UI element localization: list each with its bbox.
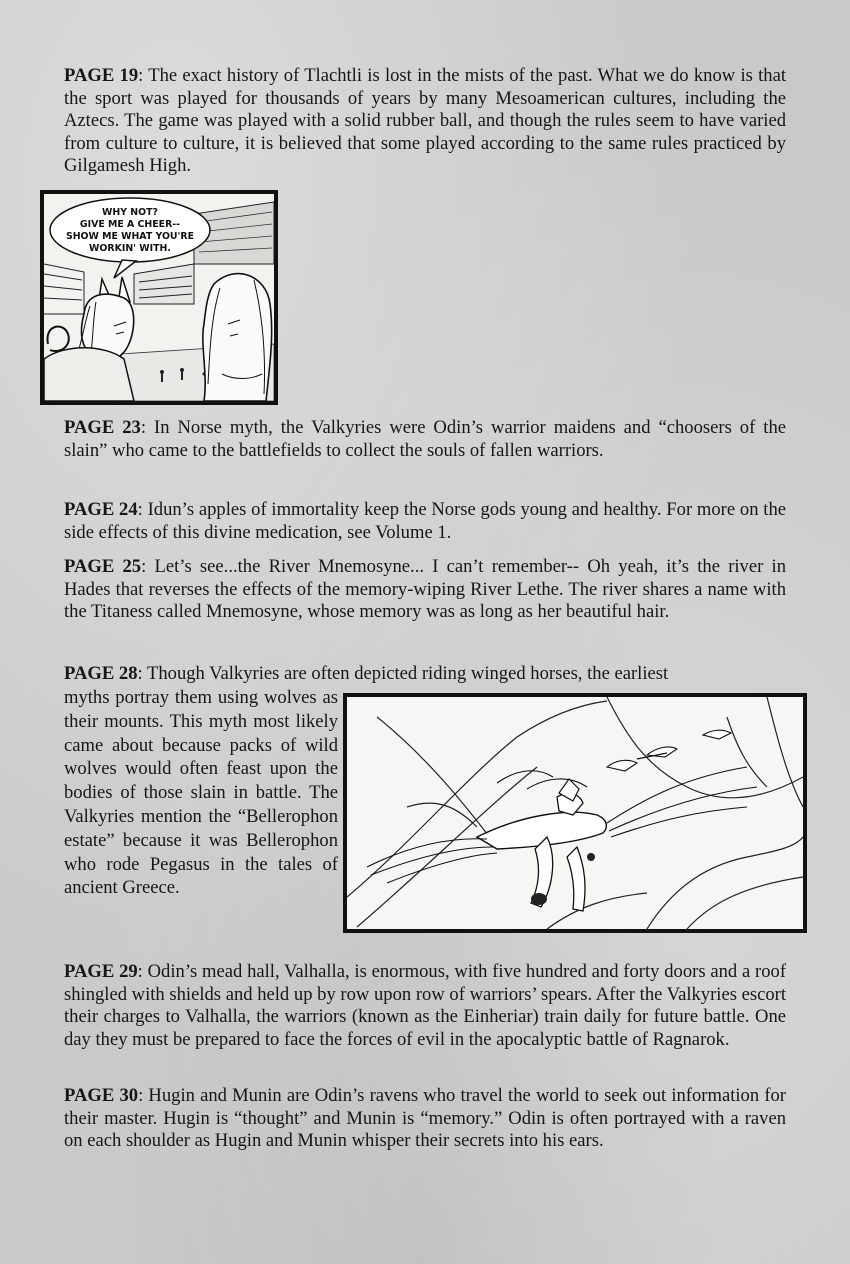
comic-panel-pegasus-art: [347, 697, 803, 929]
note-page-23: [64, 417, 786, 462]
note-text: : Odin’s mead hall, Valhalla, is enormous, with five hundred and forty doors and a roof shingled with shields and held up by row upon row of warriors’ spears. After the Valkyries escort their charges to Valhalla, the warriors (known as the Einheriar) train daily for future battle. One day they must be prepared to face the forces of evil in the apocalyptic battle of Ragnarok.: [64, 961, 787, 1050]
comic-panel-cheer: [40, 190, 278, 405]
note-page-30: [64, 1085, 786, 1153]
speech-line: GIVE ME A CHEER--: [79, 219, 181, 230]
speech-line: WORKIN' WITH.: [89, 243, 171, 254]
note-label: PAGE 28: [64, 663, 138, 684]
note-text: : In Norse myth, the Valkyries were Odin’s warrior maidens and “choosers of the slain” who came to the battlefields to collect the souls of fallen warriors.: [64, 417, 786, 461]
note-page-28-first-line: [64, 663, 786, 686]
note-text: : Hugin and Munin are Odin’s ravens who travel the world to seek out information for their master. Hugin is “thought” and Munin is “memory.” Odin is often portrayed with a raven on each shoulder as Hugin and Munin whisper their secrets into his ears.: [64, 1085, 787, 1152]
speech-line: SHOW ME WHAT YOU'RE: [65, 231, 195, 242]
note-page-28-wrapped-text: myths portray them using wolves as their mounts. This myth most likely came about because packs of wild wolves would often feast upon the bodies of those slain in battle. The Valkyries mention the “Bellerophon estate” because it was Bellerophon who rode Pegasus in the tales of ancient Greece.: [64, 687, 338, 899]
comic-panel-pegasus: [343, 693, 807, 933]
note-label: PAGE 29: [64, 961, 138, 982]
note-text: : Though Valkyries are often depicted riding winged horses, the earliest: [137, 663, 669, 684]
note-text: : Let’s see...the River Mnemosyne... I can’t remember-- Oh yeah, it’s the river in Hades that reverses the effects of the memory-wiping River Lethe. The river shares a name with the Titaness called Mnemosyne, whose memory was as long as her beautiful hair.: [64, 556, 787, 623]
note-label: PAGE 23: [64, 417, 141, 438]
note-page-24: [64, 499, 786, 544]
note-label: PAGE 25: [64, 556, 142, 577]
note-text: : The exact history of Tlachtli is lost in the mists of the past. What we do know is that the sport was played for thousands of years by many Mesoamerican cultures, including the Aztecs. The game was played with a solid rubber ball, and though the rules seem to have varied from culture to culture, it is believed that some played according to the same rules practiced by Gilgamesh High.: [64, 65, 786, 177]
note-label: PAGE 19: [64, 65, 139, 86]
note-label: PAGE 30: [64, 1085, 139, 1106]
speech-bubble: [54, 200, 206, 262]
note-page-29: [64, 961, 786, 1051]
note-label: PAGE 24: [64, 499, 138, 520]
note-page-19: [64, 65, 786, 178]
note-page-25: [64, 556, 786, 624]
speech-line: WHY NOT?: [102, 207, 158, 218]
note-text: : Idun’s apples of immortality keep the Norse gods young and healthy. For more on the side effects of this divine medication, see Volume 1.: [64, 499, 786, 543]
